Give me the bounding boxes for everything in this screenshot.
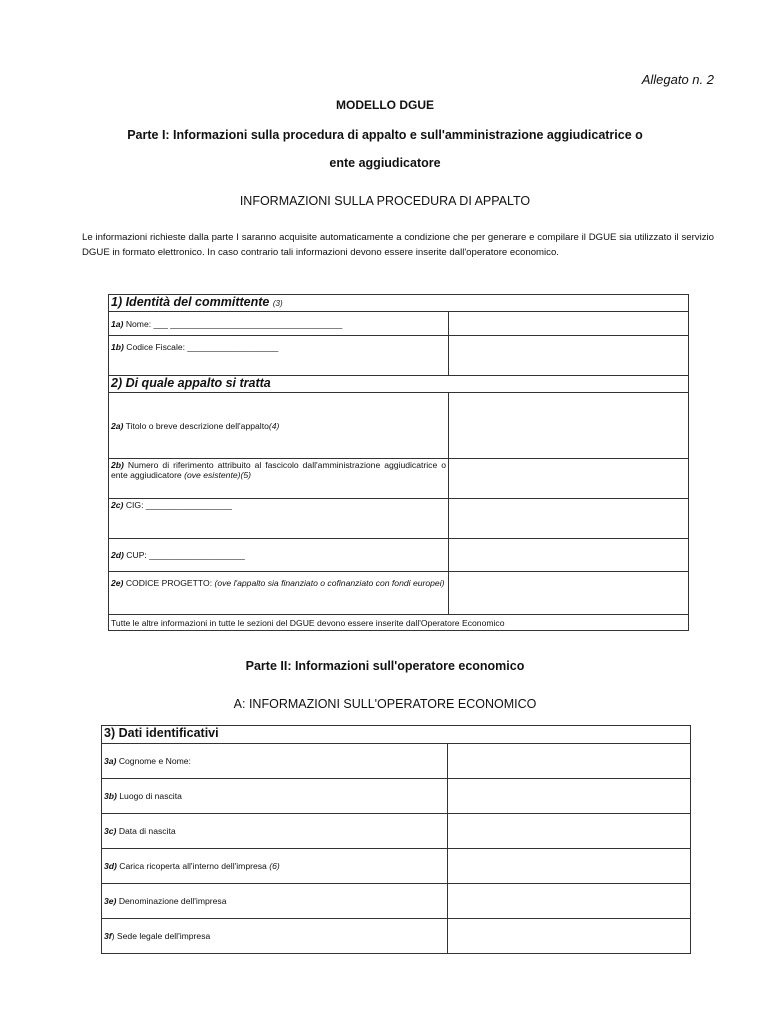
table-row: 1a) Nome: ___ ____________________________________ xyxy=(109,312,689,336)
table-row: 3b) Luogo di nascita xyxy=(102,779,691,814)
input-cell-2b[interactable] xyxy=(449,459,689,499)
input-cell-2e[interactable] xyxy=(449,572,689,615)
table-row: 2d) CUP: ____________________ xyxy=(109,539,689,572)
input-cell-3f[interactable] xyxy=(448,919,691,954)
section-1-header: 1) Identità del committente (3) xyxy=(109,295,689,312)
part2-title: Parte II: Informazioni sull'operatore economico xyxy=(245,659,525,673)
table-row: 2b) Numero di riferimento attribuito al fascicolo dall'amministrazione aggiudicatrice o ente aggiudicatore (ove esistente)(5) xyxy=(109,459,689,499)
part1-title-line2: ente aggiudicatore xyxy=(329,156,441,170)
table-footer-note: Tutte le altre informazioni in tutte le sezioni del DGUE devono essere inserite dall'Operatore Economico xyxy=(109,615,689,631)
table-row: 3f) Sede legale dell'impresa xyxy=(102,919,691,954)
document-title: MODELLO DGUE xyxy=(336,98,434,112)
input-cell-3c[interactable] xyxy=(448,814,691,849)
table-row: 2a) Titolo o breve descrizione dell'appalto(4) xyxy=(109,393,689,459)
table-row: 3d) Carica ricoperta all'interno dell'impresa (6) xyxy=(102,849,691,884)
input-cell-3b[interactable] xyxy=(448,779,691,814)
table-row: 2e) CODICE PROGETTO: (ove l'appalto sia finanziato o cofinanziato con fondi europei) xyxy=(109,572,689,615)
input-cell-2a[interactable] xyxy=(449,393,689,459)
allegato-label: Allegato n. 2 xyxy=(641,72,714,87)
section-2-header: 2) Di quale appalto si tratta xyxy=(109,376,689,393)
part1-title-line1: Parte I: Informazioni sulla procedura di appalto e sull'amministrazione aggiudicatrice o xyxy=(127,128,643,142)
input-cell-1a[interactable] xyxy=(449,312,689,336)
intro-paragraph: Le informazioni richieste dalla parte I saranno acquisite automaticamente a condizione che per generare e compilare il DGUE sia utilizzato il servizio DGUE in formato elettronico. In caso contrario tali informazioni devono essere inserite dall'operatore economico. xyxy=(82,232,714,258)
table-row: 3c) Data di nascita xyxy=(102,814,691,849)
input-cell-3d[interactable] xyxy=(448,849,691,884)
input-cell-2c[interactable] xyxy=(449,499,689,539)
committente-table xyxy=(108,294,689,631)
section-operatore-heading: A: INFORMAZIONI SULL'OPERATORE ECONOMICO xyxy=(233,697,537,711)
input-cell-1b[interactable] xyxy=(449,336,689,376)
input-cell-3a[interactable] xyxy=(448,744,691,779)
table-row: 1b) Codice Fiscale: ___________________ xyxy=(109,336,689,376)
section-procedura-heading: INFORMAZIONI SULLA PROCEDURA DI APPALTO xyxy=(239,194,531,208)
table-row: 2c) CIG: __________________ xyxy=(109,499,689,539)
input-cell-3e[interactable] xyxy=(448,884,691,919)
input-cell-2d[interactable] xyxy=(449,539,689,572)
section-3-header: 3) Dati identificativi xyxy=(102,726,691,744)
table-row: 3a) Cognome e Nome: xyxy=(102,744,691,779)
table-row: 3e) Denominazione dell'impresa xyxy=(102,884,691,919)
dati-identificativi-table xyxy=(101,725,691,954)
